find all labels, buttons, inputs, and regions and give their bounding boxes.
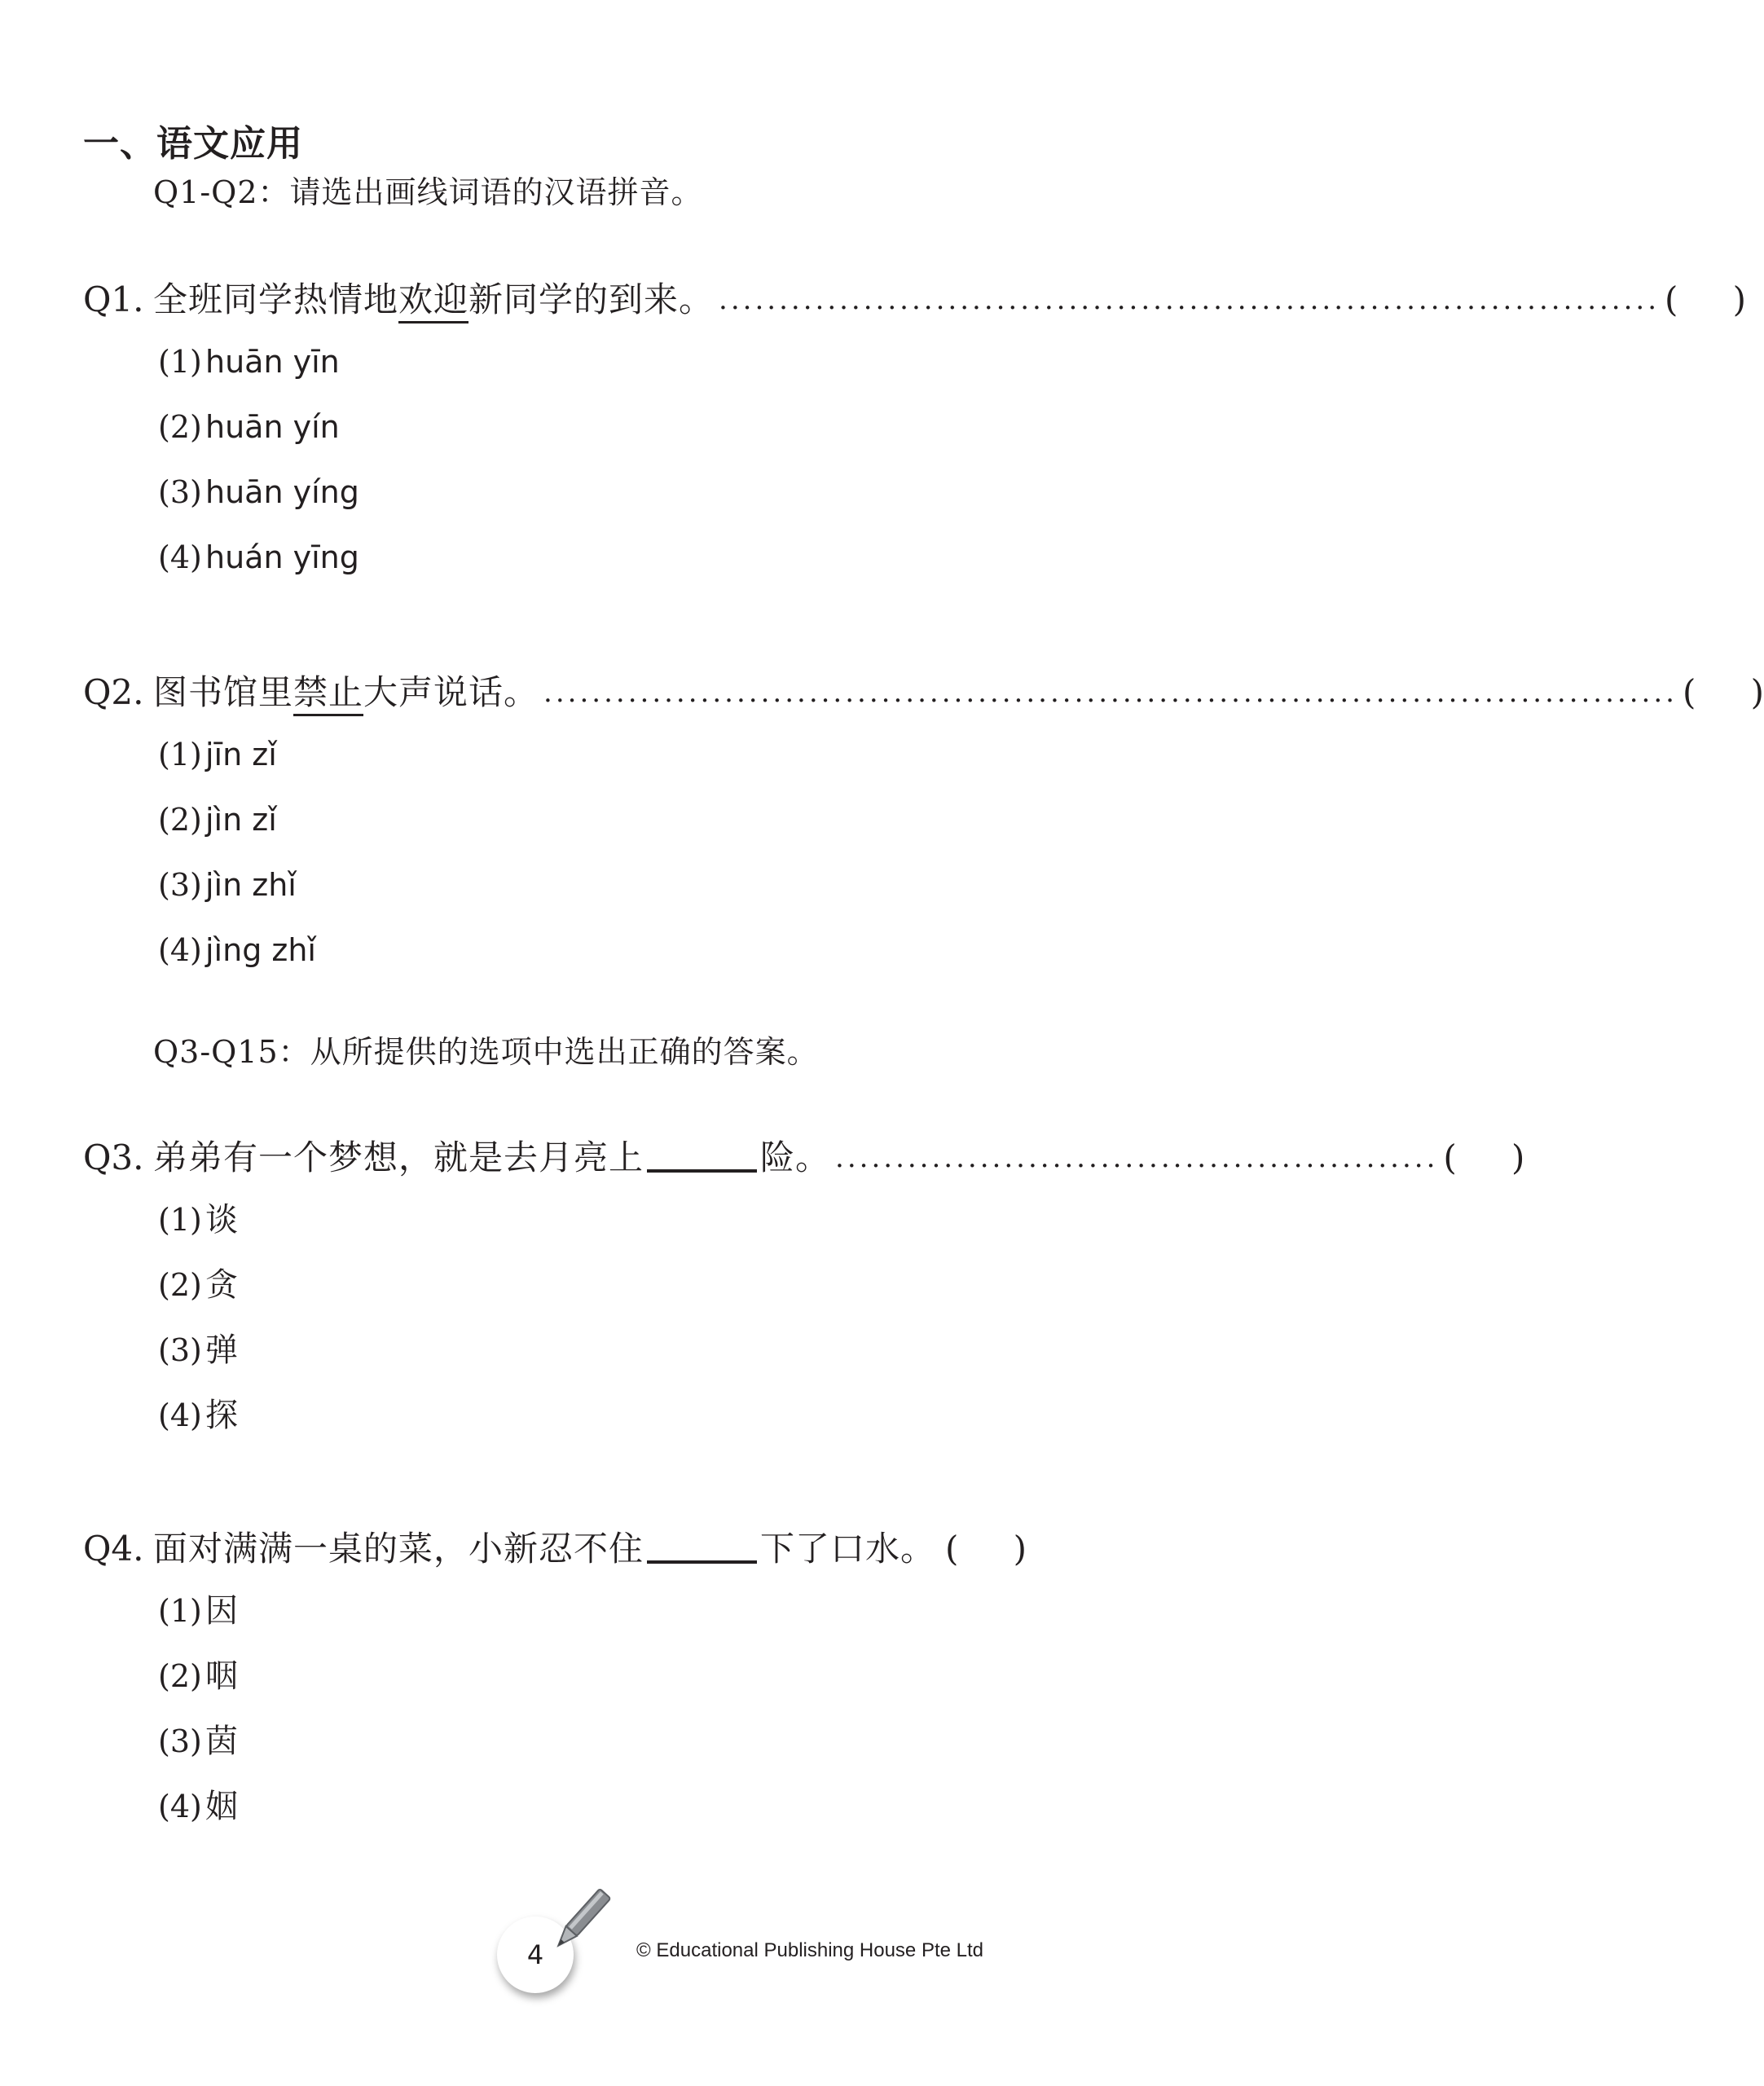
section-title: 一、语文应用 [83,123,303,165]
option-4[interactable]: (4) huán yīng [158,539,359,575]
option-1[interactable]: (1) 谈 [158,1201,238,1239]
option-3[interactable]: (3) jìn zhǐ [158,867,297,903]
question-q1 [83,277,1747,590]
option-2[interactable]: (2) huān yín [158,409,340,445]
option-2[interactable]: (2) 贪 [158,1266,238,1304]
underlined-word: 禁止 [293,672,363,716]
option-4[interactable]: (4) jìng zhǐ [158,932,316,968]
question-text: 弟弟有一个梦想，就是去月亮上 险。 [153,1138,831,1177]
option-4[interactable]: (4) 姻 [158,1788,238,1825]
question-stem [83,670,1764,715]
dot-leader: .............................................................................................. [543,676,1678,709]
option-4[interactable]: (4) 探 [158,1397,238,1434]
pencil-icon [548,1881,613,1962]
option-2[interactable]: (2) jìn zǐ [158,802,277,838]
answer-bracket[interactable]: ( ) [945,1529,1027,1569]
instruction-q1-q2: Q1-Q2：请选出画线词语的汉语拼音。 [153,174,703,210]
question-stem [83,1526,1027,1572]
question-number: Q3. [83,1138,144,1177]
question-number: Q4. [83,1529,144,1569]
question-text: 面对满满一桌的菜，小新忍不住 下了口水。 [153,1529,936,1569]
question-text: 图书馆里禁止大声说话。 [153,670,539,715]
option-list [83,1578,987,1839]
answer-bracket[interactable]: ( ) [1682,672,1764,712]
answer-bracket[interactable]: ( ) [1665,279,1747,319]
option-3[interactable]: (3) 茵 [158,1723,238,1760]
question-number: Q2. [83,672,144,712]
question-number: Q1. [83,279,144,319]
question-q4 [83,1526,1027,1839]
instruction-q3-q15: Q3-Q15：从所提供的选项中选出正确的答案。 [153,1034,819,1070]
copyright-notice: © Educational Publishing House Pte Ltd [636,1939,983,1961]
question-q3 [83,1135,1525,1448]
option-list [83,329,987,590]
answer-blank [647,1533,757,1564]
option-list [83,1187,987,1448]
option-1[interactable]: (1) jīn zǐ [158,737,277,772]
underlined-word: 欢迎 [398,279,468,323]
dot-leader: .............................................................................. [719,284,1661,316]
option-list [83,722,987,983]
option-2[interactable]: (2) 咽 [158,1657,238,1695]
question-text: 全班同学热情地欢迎新同学的到来。 [153,277,714,323]
page-number: 4 [526,1939,544,1970]
dot-leader: .................................................. [835,1142,1439,1174]
question-stem [83,277,1747,323]
answer-bracket[interactable]: ( ) [1443,1138,1525,1177]
question-q2 [83,670,1764,983]
option-1[interactable]: (1) huān yīn [158,344,340,380]
question-stem [83,1135,1525,1181]
option-3[interactable]: (3) 弹 [158,1331,238,1369]
option-3[interactable]: (3) huān yíng [158,474,359,510]
option-1[interactable]: (1) 因 [158,1592,238,1630]
answer-blank [647,1142,757,1173]
